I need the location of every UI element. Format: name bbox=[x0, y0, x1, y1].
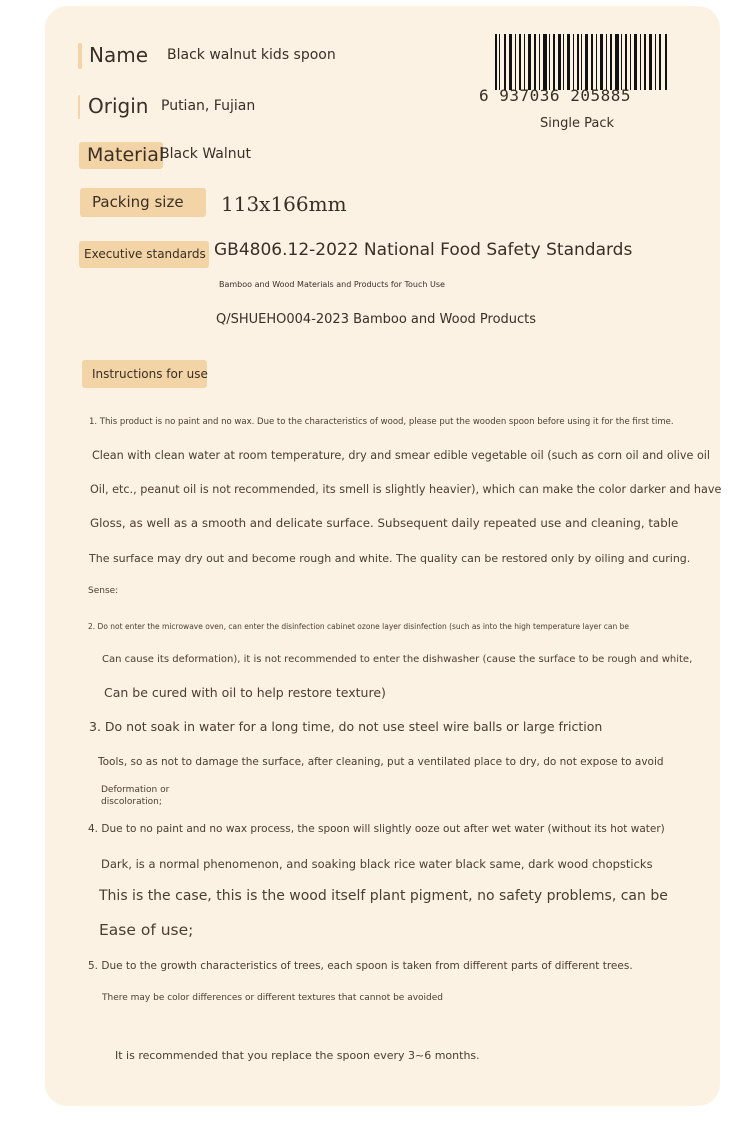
barcode-caption: Single Pack bbox=[540, 116, 614, 131]
origin-label-marker bbox=[78, 95, 80, 119]
instruction-line: Deformation or bbox=[101, 785, 170, 795]
name-value: Black walnut kids spoon bbox=[167, 47, 336, 63]
instruction-line: Can cause its deformation), it is not recommended to enter the dishwasher (cause the surface to be rough and white, bbox=[102, 654, 693, 665]
instruction-line: Sense: bbox=[88, 586, 119, 596]
barcode-number: 6 937036 205885 bbox=[479, 86, 631, 105]
instruction-line: Ease of use; bbox=[99, 921, 194, 939]
instruction-line: The surface may dry out and become rough and white. The quality can be restored only by oiling and curing. bbox=[89, 552, 691, 565]
origin-label: Origin bbox=[88, 94, 149, 118]
standards-label: Executive standards bbox=[84, 247, 206, 261]
instruction-line: Gloss, as well as a smooth and delicate surface. Subsequent daily repeated use and cleaning, table bbox=[90, 516, 679, 530]
instruction-line: This is the case, this is the wood itself plant pigment, no safety problems, can be bbox=[99, 888, 668, 904]
instruction-line: 1. This product is no paint and no wax. Due to the characteristics of wood, please put the wooden spoon before using it for the first time. bbox=[89, 417, 674, 427]
origin-value: Putian, Fujian bbox=[161, 98, 256, 114]
instruction-line: 4. Due to no paint and no wax process, the spoon will slightly ooze out after wet water (without its hot water) bbox=[88, 823, 665, 835]
instruction-line: Dark, is a normal phenomenon, and soaking black rice water black same, dark wood chopsticks bbox=[101, 857, 653, 871]
instruction-line: It is recommended that you replace the spoon every 3~6 months. bbox=[115, 1049, 480, 1062]
instruction-line: 5. Due to the growth characteristics of trees, each spoon is taken from different parts of different trees. bbox=[88, 960, 633, 972]
name-label-marker bbox=[78, 43, 82, 69]
instruction-line: 2. Do not enter the microwave oven, can enter the disinfection cabinet ozone layer disinfection (such as into the high temperature layer can be bbox=[88, 622, 629, 631]
instruction-line: 3. Do not soak in water for a long time, do not use steel wire balls or large friction bbox=[89, 719, 603, 734]
name-label: Name bbox=[89, 43, 149, 67]
instruction-line: There may be color differences or different textures that cannot be avoided bbox=[102, 993, 444, 1003]
instruction-line: Oil, etc., peanut oil is not recommended, its smell is slightly heavier), which can make the color darker and have bbox=[90, 483, 722, 496]
material-label: Material bbox=[87, 144, 165, 166]
packing-label: Packing size bbox=[92, 193, 184, 211]
standard-2: Q/SHUEHO004-2023 Bamboo and Wood Products bbox=[216, 312, 537, 327]
instructions-heading: Instructions for use bbox=[92, 367, 208, 381]
instruction-line: Clean with clean water at room temperature, dry and smear edible vegetable oil (such as corn oil and olive oil bbox=[92, 449, 711, 462]
instruction-line: discoloration; bbox=[101, 797, 162, 807]
standard-1: GB4806.12-2022 National Food Safety Standards bbox=[214, 240, 633, 260]
instruction-line: Can be cured with oil to help restore texture) bbox=[104, 685, 386, 700]
standard-1-subtitle: Bamboo and Wood Materials and Products for Touch Use bbox=[219, 280, 445, 289]
packing-value: 113x166mm bbox=[221, 192, 347, 216]
material-value: Black Walnut bbox=[160, 146, 251, 162]
instruction-line: Tools, so as not to damage the surface, after cleaning, put a ventilated place to dry, do not expose to avoid bbox=[98, 756, 664, 768]
